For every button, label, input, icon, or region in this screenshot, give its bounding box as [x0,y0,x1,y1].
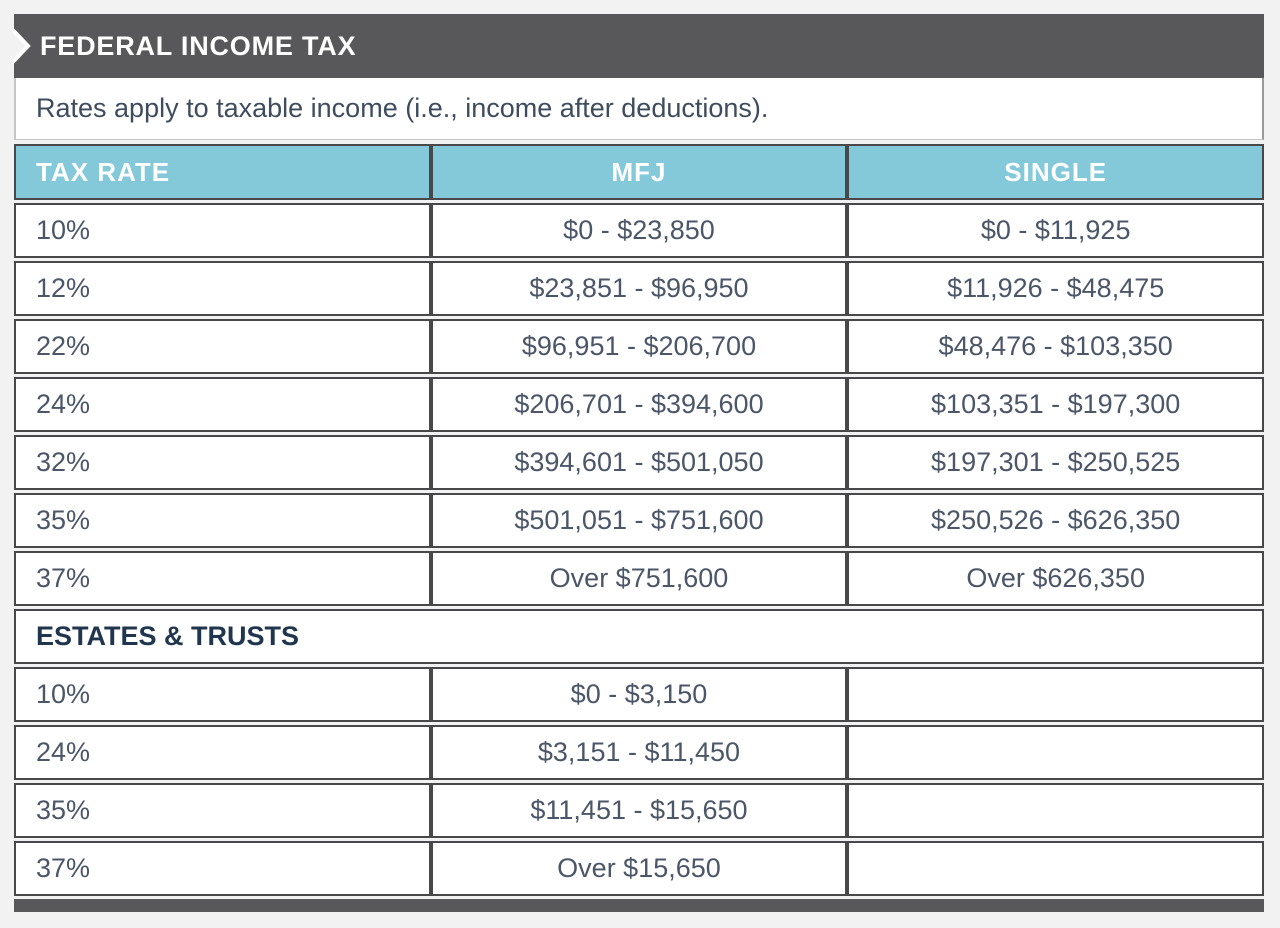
table-row [14,841,1264,896]
panel-subtitle [14,78,1264,140]
table-row [14,783,1264,838]
mfj-cell: Over $15,650 [431,841,848,896]
single-cell: $11,926 - $48,475 [847,261,1264,316]
table-row [14,551,1264,606]
table-row [14,319,1264,374]
rate-cell: 35% [14,783,431,838]
table-row [14,203,1264,258]
panel-title: FEDERAL INCOME TAX [40,30,357,61]
mfj-cell: $23,851 - $96,950 [431,261,848,316]
tax-rate-table [14,141,1264,899]
panel-title-bar [14,14,1264,78]
rate-cell: 37% [14,551,431,606]
mfj-cell: $0 - $3,150 [431,667,848,722]
single-cell [847,667,1264,722]
single-cell: Over $626,350 [847,551,1264,606]
rate-cell: 12% [14,261,431,316]
subtitle-text: Rates apply to taxable income (i.e., income after deductions). [36,93,769,123]
single-cell: $48,476 - $103,350 [847,319,1264,374]
col-header-mfj: MFJ [431,144,848,200]
single-cell: $0 - $11,925 [847,203,1264,258]
rate-cell: 37% [14,841,431,896]
mfj-cell: $3,151 - $11,450 [431,725,848,780]
single-cell: $197,301 - $250,525 [847,435,1264,490]
table-row [14,667,1264,722]
rate-cell: 35% [14,493,431,548]
mfj-cell: $501,051 - $751,600 [431,493,848,548]
section-header-row [14,609,1264,664]
rate-cell: 24% [14,377,431,432]
federal-income-tax-panel [14,14,1264,912]
mfj-cell: $11,451 - $15,650 [431,783,848,838]
table-row [14,261,1264,316]
ribbon-chevron-icon [13,25,35,67]
table-row [14,377,1264,432]
mfj-cell: $0 - $23,850 [431,203,848,258]
estates-trusts-label: ESTATES & TRUSTS [14,609,1264,664]
mfj-cell: $206,701 - $394,600 [431,377,848,432]
rate-cell: 24% [14,725,431,780]
table-header-row [14,144,1264,200]
col-header-tax-rate: TAX RATE [14,144,431,200]
table-row [14,435,1264,490]
rate-cell: 32% [14,435,431,490]
mfj-cell: Over $751,600 [431,551,848,606]
mfj-cell: $96,951 - $206,700 [431,319,848,374]
col-header-single: SINGLE [847,144,1264,200]
single-cell: $250,526 - $626,350 [847,493,1264,548]
single-cell [847,783,1264,838]
rate-cell: 22% [14,319,431,374]
single-cell: $103,351 - $197,300 [847,377,1264,432]
next-section-bar-cropped [14,899,1264,912]
single-cell [847,841,1264,896]
rate-cell: 10% [14,203,431,258]
table-row [14,493,1264,548]
single-cell [847,725,1264,780]
table-row [14,725,1264,780]
mfj-cell: $394,601 - $501,050 [431,435,848,490]
rate-cell: 10% [14,667,431,722]
